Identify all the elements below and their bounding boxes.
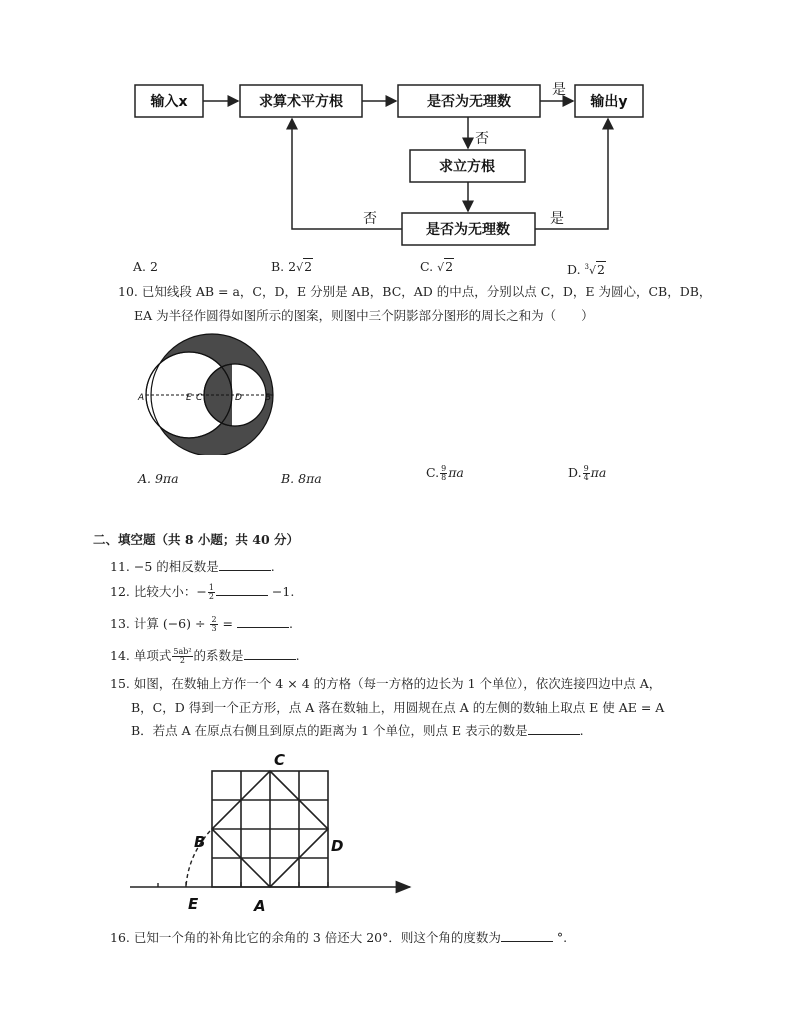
q14-blank[interactable] — [244, 648, 296, 660]
flow-check2-label: 是否为无理数 — [426, 222, 510, 238]
q15-blank[interactable] — [528, 723, 580, 735]
q12-blank[interactable] — [216, 584, 268, 596]
q10-figure — [136, 330, 278, 455]
q15-line3: B．若点 A 在原点右侧且到原点的距离为 1 个单位，则点 E 表示的数是 . — [131, 723, 584, 738]
flow-yes1: 是 — [552, 82, 566, 98]
q15-label-c: C — [274, 751, 286, 769]
q16-blank[interactable] — [501, 930, 553, 942]
q14: 14. 单项式 $\frac{\text{5ab²}}{2}$ 的系数是 . — [110, 647, 300, 665]
flow-no2: 否 — [363, 211, 377, 227]
q10-line1: 10. 已知线段 AB = a，C，D，E 分别是 AB，BC，AD 的中点，分别以点 C，D，E 为圆心，CB，DB， — [118, 284, 712, 299]
q13-blank[interactable] — [237, 616, 289, 628]
flow-output-label: 输出y — [590, 94, 628, 110]
flow-input-label: 输入x — [150, 94, 188, 110]
q9-option-d: D. $^3$√2 — [567, 262, 605, 278]
flowchart — [120, 70, 650, 255]
flow-yes2: 是 — [550, 211, 564, 227]
q10-option-a: A. 9πa — [138, 471, 179, 486]
q10-line2: EA 为半径作圆得如图所示的图案，则图中三个阴影部分图形的周长之和为（ ） — [134, 308, 594, 323]
flow-no1: 否 — [475, 131, 489, 147]
q10-option-c: C. $\frac{9}{8}$ πa — [426, 464, 464, 482]
q15-label-a: A — [254, 897, 266, 915]
q11: 11. −5 的相反数是 . — [110, 559, 275, 574]
q15-label-b: B — [194, 833, 206, 851]
q10-option-d: D. $\frac{9}{4}$ πa — [568, 464, 607, 482]
q16: 16. 已知一个角的补角比它的余角的 3 倍还大 20°．则这个角的度数为 °. — [110, 930, 568, 945]
q15-label-e: E — [188, 895, 199, 913]
q15-figure — [128, 746, 418, 916]
flow-check1-label: 是否为无理数 — [427, 94, 511, 110]
q10-label-d: D — [235, 393, 242, 403]
q10-label-e: E — [186, 393, 192, 403]
q10-label-b: B — [265, 393, 272, 403]
q15-line1: 15. 如图，在数轴上方作一个 4 × 4 的方格（每一方格的边长为 1 个单位），依次连接四边中点 A， — [110, 676, 662, 691]
q11-blank[interactable] — [219, 559, 271, 571]
q10-label-a: A — [138, 393, 145, 403]
q15-line2: B，C，D 得到一个正方形，点 A 落在数轴上，用圆规在点 A 的左侧的数轴上取点 E 使 AE = A — [131, 700, 665, 715]
q15-label-d: D — [331, 837, 344, 855]
q13: 13. 计算 (−6) ÷ $\frac{2}{3}$ = . — [110, 615, 293, 633]
q10-option-b: B. 8πa — [281, 471, 322, 486]
section-heading: 二、填空题（共 8 小题；共 40 分） — [93, 532, 300, 547]
q9-option-a: A. 2 — [133, 259, 158, 274]
flow-cube-label: 求立方根 — [439, 159, 495, 175]
flow-sqrt-label: 求算术平方根 — [259, 94, 343, 110]
q9-option-c: C. √2 — [420, 259, 454, 274]
q9-option-b: B. 2√2 — [271, 259, 313, 274]
q10-label-c: C — [196, 393, 203, 403]
q12: 12. 比较大小：− $\frac{1}{2}$ −1. — [110, 583, 295, 601]
